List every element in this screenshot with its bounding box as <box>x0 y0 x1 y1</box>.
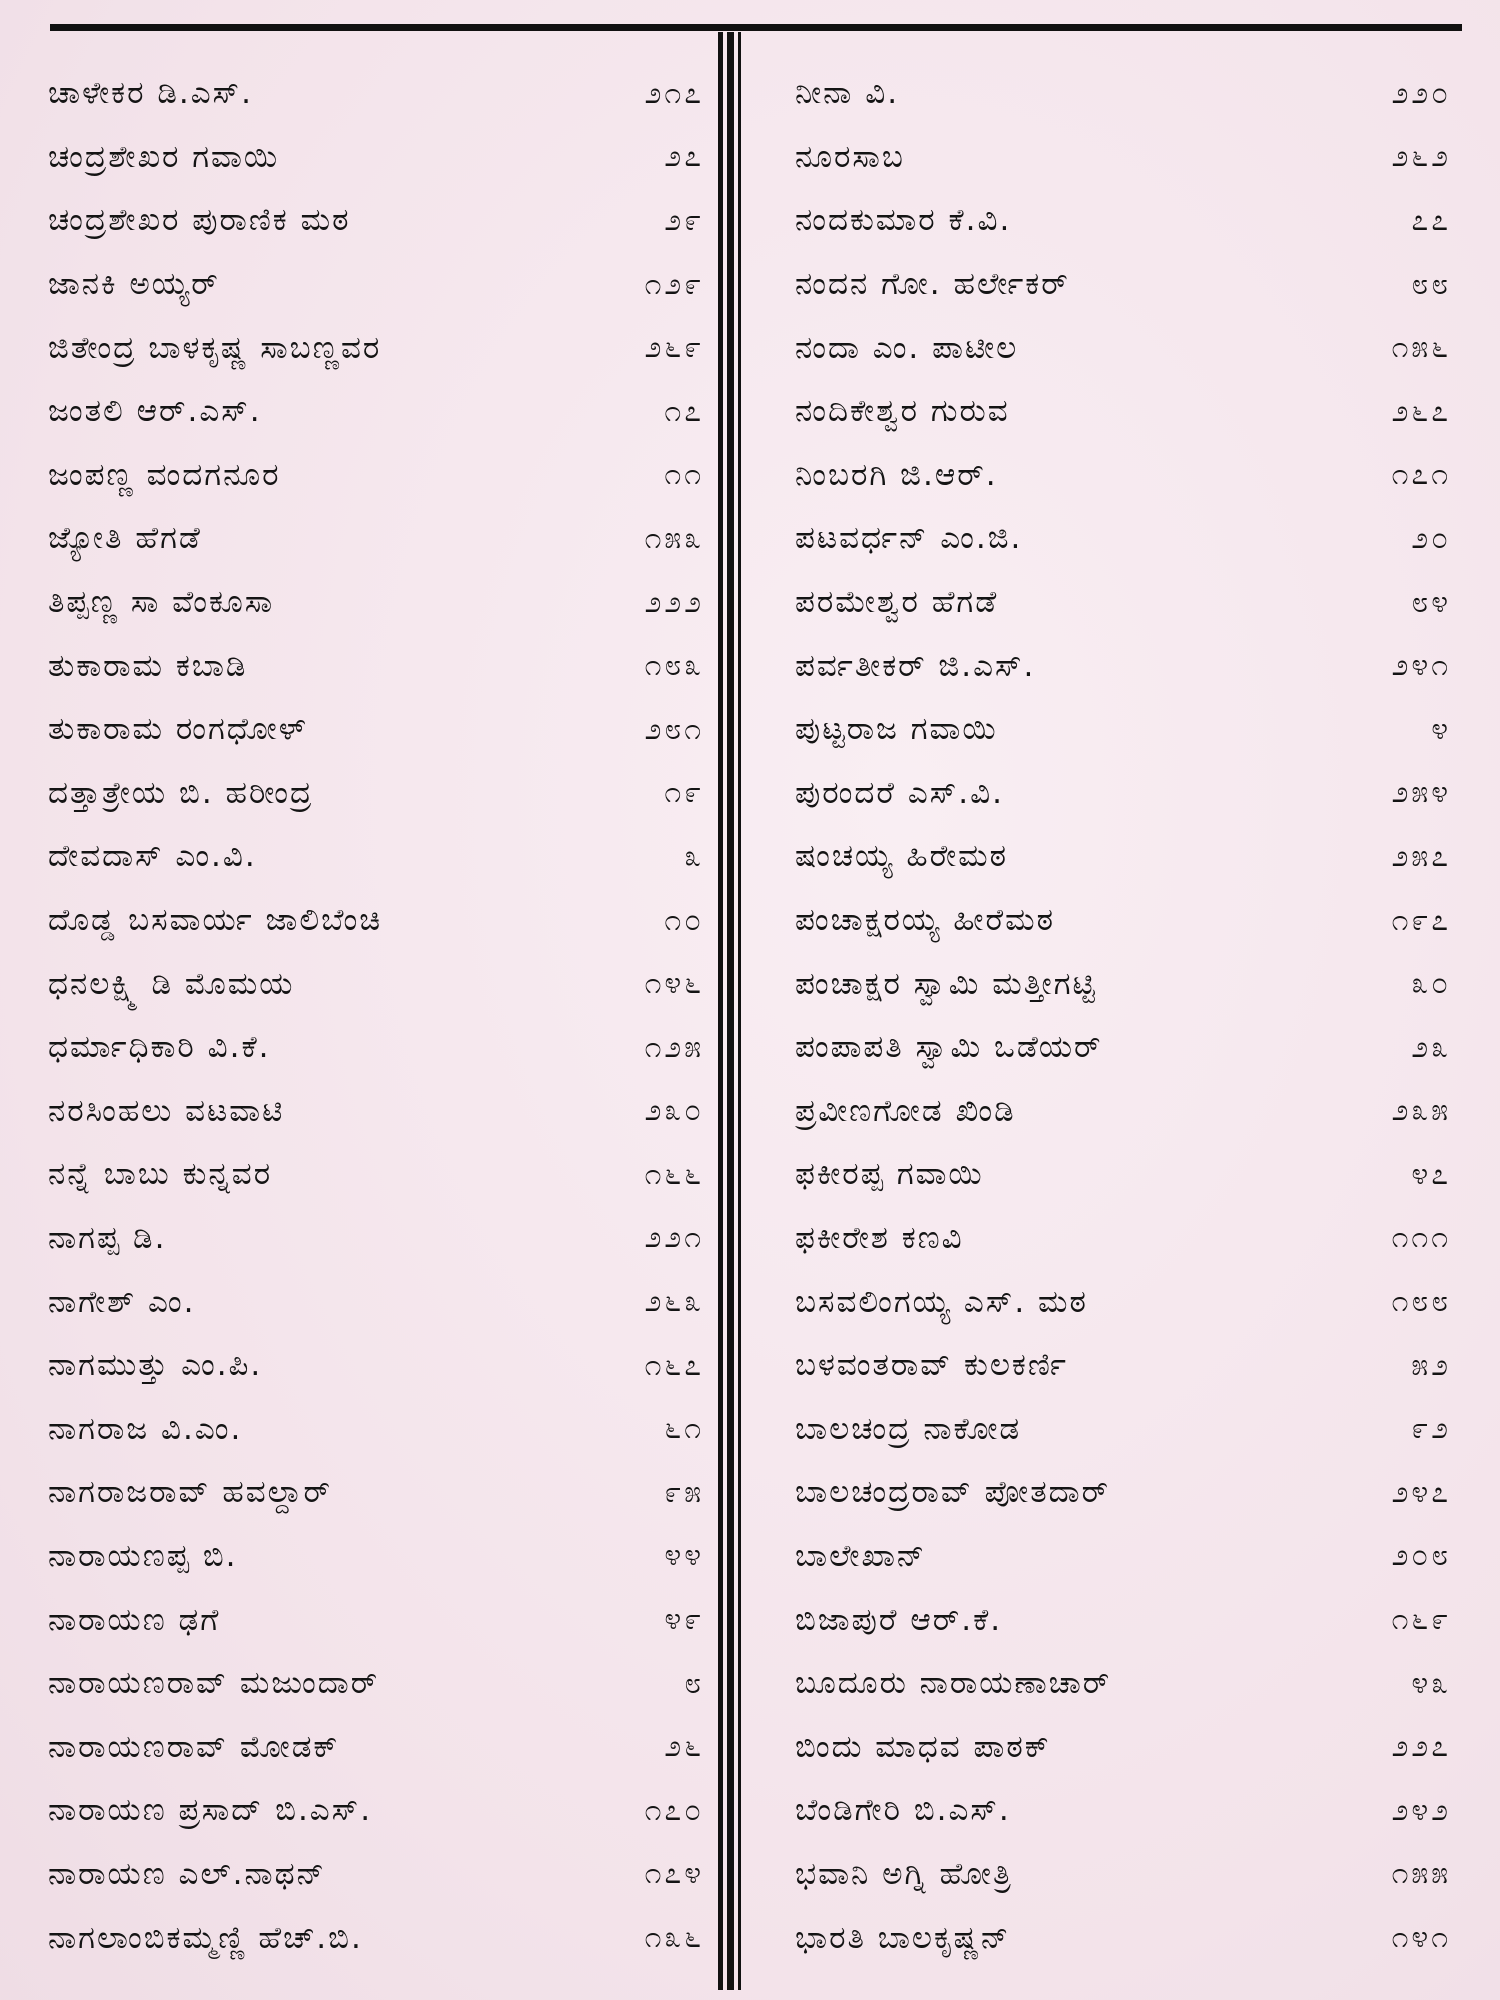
index-entry <box>795 1461 1455 1525</box>
entry-page-number: ೪ <box>1431 711 1451 747</box>
index-entry <box>48 444 708 508</box>
entry-name: ನಾಗಮುತ್ತು ಎಂ.ಪಿ. <box>48 1347 263 1384</box>
entry-name: ನಂದಕುಮಾರ ಕೆ.ವಿ. <box>795 202 1012 239</box>
entry-name: ತುಕಾರಾಮ ರಂಗಧೋಳ್ <box>48 711 308 748</box>
entry-name: ದೇವದಾಸ್ ಎಂ.ವಿ. <box>48 838 257 875</box>
entry-page-number: ೪೪ <box>664 1538 704 1574</box>
entry-name: ನಂದನ ಗೋ. ಹರ್ಲೇಕರ್ <box>795 266 1070 303</box>
entry-page-number: ೧೬೯ <box>1391 1602 1451 1638</box>
entry-page-number: ೨೬೨ <box>1391 139 1451 175</box>
entry-name: ಪಟವರ್ಧನ್ ಎಂ.ಜಿ. <box>795 520 1023 557</box>
index-entry <box>48 126 708 190</box>
entry-name: ಜ್ಯೋತಿ ಹೆಗಡೆ <box>48 520 202 557</box>
entry-name: ಬಾಲಚಂದ್ರ ನಾಕೋಡ <box>795 1410 1022 1447</box>
entry-name: ಪ್ರವೀಣಗೋಡ ಖಿಂಡಿ <box>795 1092 1016 1129</box>
index-entry <box>48 825 708 889</box>
entry-name: ಫಕೀರಪ್ಪ ಗವಾಯಿ <box>795 1156 984 1193</box>
entry-name: ಜಂಪಣ್ಣ ವಂದಗನೂರ <box>48 456 281 493</box>
entry-name: ನಾಗಪ್ಪ ಡಿ. <box>48 1219 167 1256</box>
entry-name: ಬಿಂದು ಮಾಧವ ಪಾಠಕ್ <box>795 1728 1051 1765</box>
index-entry <box>795 126 1455 190</box>
index-entry <box>795 762 1455 826</box>
entry-page-number: ೫೨ <box>1411 1347 1451 1383</box>
entry-page-number: ೧೫೬ <box>1391 330 1451 366</box>
entry-page-number: ೨೧೭ <box>644 75 704 111</box>
entry-name: ಜಾನಕಿ ಅಯ್ಯರ್ <box>48 266 220 303</box>
entry-page-number: ೧೭ <box>664 393 704 429</box>
entry-page-number: ೧೮೩ <box>644 648 704 684</box>
index-entry <box>795 1016 1455 1080</box>
entry-page-number: ೧೫೩ <box>644 520 704 556</box>
entry-name: ಪಂಪಾಪತಿ ಸ್ವಾಮಿ ಒಡೆಯರ್ <box>795 1029 1103 1066</box>
entry-page-number: ೧೨೯ <box>644 266 704 302</box>
entry-page-number: ೩ <box>684 838 704 874</box>
index-entry <box>48 62 708 126</box>
entry-page-number: ೭೭ <box>1411 202 1451 238</box>
entry-page-number: ೨೬೩ <box>644 1284 704 1320</box>
index-entry <box>795 1715 1455 1779</box>
entry-page-number: ೨೦೮ <box>1391 1538 1451 1574</box>
entry-page-number: ೨೫೭ <box>1391 838 1451 874</box>
index-entry <box>795 444 1455 508</box>
entry-page-number: ೨೯ <box>664 202 704 238</box>
index-column-left <box>48 62 708 1970</box>
entry-page-number: ೧೧ <box>664 457 704 493</box>
entry-name: ತಿಪ್ಪಣ್ಣ ಸಾ ವೆಂಕೂಸಾ <box>48 584 275 621</box>
entry-name: ಬಳವಂತರಾವ್ ಕುಲಕರ್ಣಿ <box>795 1347 1068 1384</box>
entry-name: ತುಕಾರಾಮ ಕಬಾಡಿ <box>48 647 248 684</box>
entry-name: ನಿಂಬರಗಿ ಜಿ.ಆರ್. <box>795 456 998 493</box>
index-entry <box>795 1588 1455 1652</box>
entry-page-number: ೨೫೪ <box>1391 775 1451 811</box>
entry-page-number: ೧೬೭ <box>644 1347 704 1383</box>
index-entry <box>795 1652 1455 1716</box>
entry-page-number: ೮ <box>684 1665 704 1701</box>
entry-page-number: ೨೬ <box>664 1729 704 1765</box>
index-entry <box>795 1334 1455 1398</box>
entry-page-number: ೧೧೧ <box>1391 1220 1451 1256</box>
index-entry <box>48 1715 708 1779</box>
index-entry <box>48 380 708 444</box>
entry-page-number: ೨೩೫ <box>1391 1093 1451 1129</box>
index-entry <box>795 1080 1455 1144</box>
index-entry <box>795 1906 1455 1970</box>
entry-page-number: ೨೭ <box>664 139 704 175</box>
index-entry <box>795 62 1455 126</box>
index-entry <box>48 1906 708 1970</box>
entry-name: ದತ್ತಾತ್ರೇಯ ಬಿ. ಹರೀಂದ್ರ <box>48 774 314 811</box>
entry-page-number: ೨೮೧ <box>644 711 704 747</box>
entry-page-number: ೧೨೫ <box>644 1029 704 1065</box>
index-entry <box>795 1779 1455 1843</box>
entry-name: ನನ್ನೆ ಬಾಬು ಕುನ್ನವರ <box>48 1156 273 1193</box>
index-entry <box>48 1779 708 1843</box>
entry-page-number: ೯೨ <box>1411 1411 1451 1447</box>
index-entry <box>48 1334 708 1398</box>
index-entry <box>795 316 1455 380</box>
index-entry <box>795 380 1455 444</box>
index-entry <box>48 1270 708 1334</box>
entry-name: ಫಕೀರೇಶ ಕಣವಿ <box>795 1219 964 1256</box>
entry-name: ನಾರಾಯಣರಾವ್ ಮಜುಂದಾರ್ <box>48 1665 380 1702</box>
entry-page-number: ೨೨೭ <box>1391 1729 1451 1765</box>
index-entry <box>48 762 708 826</box>
entry-name: ನಂದಿಕೇಶ್ವರ ಗುರುವ <box>795 393 1010 430</box>
entry-page-number: ೧೭೧ <box>1391 457 1451 493</box>
entry-name: ನಾರಾಯಣ ಪ್ರಸಾದ್ ಬಿ.ಎಸ್. <box>48 1792 373 1829</box>
index-entry <box>795 1525 1455 1589</box>
index-entry <box>48 1652 708 1716</box>
entry-page-number: ೪೯ <box>664 1602 704 1638</box>
entry-page-number: ೪೩ <box>1411 1665 1451 1701</box>
entry-name: ನಾಗಲಾಂಬಿಕಮ್ಮಣ್ಣಿ ಹೆಚ್.ಬಿ. <box>48 1919 363 1956</box>
index-entry <box>48 507 708 571</box>
index-entry <box>795 889 1455 953</box>
entry-name: ದೊಡ್ಡ ಬಸವಾರ್ಯ ಜಾಲಿಬೆಂಚಿ <box>48 902 383 939</box>
entry-page-number: ೪೭ <box>1411 1156 1451 1192</box>
entry-name: ಬಿಜಾಪುರೆ ಆರ್.ಕೆ. <box>795 1601 1003 1638</box>
index-entry <box>48 889 708 953</box>
index-entry <box>48 1080 708 1144</box>
entry-name: ಪುರಂದರೆ ಎಸ್.ವಿ. <box>795 774 1004 811</box>
entry-name: ಪಂಚಾಕ್ಷರ ಸ್ವಾಮಿ ಮತ್ತೀಗಟ್ಟಿ <box>795 965 1097 1002</box>
entry-page-number: ೮೮ <box>1411 266 1451 302</box>
column-divider <box>718 32 723 1990</box>
index-entry <box>795 1270 1455 1334</box>
column-divider <box>727 32 734 1990</box>
entry-name: ಚಂದ್ರಶೇಖರ ಪುರಾಣಿಕ ಮಠ <box>48 202 351 239</box>
entry-page-number: ೮೪ <box>1411 584 1451 620</box>
entry-name: ಚಾಳೇಕರ ಡಿ.ಎಸ್. <box>48 75 253 112</box>
entry-page-number: ೨೪೭ <box>1391 1474 1451 1510</box>
index-entry <box>795 825 1455 889</box>
index-entry <box>795 189 1455 253</box>
entry-name: ಪಂಚಾಕ್ಷರಯ್ಯ ಹೀರೆಮಠ <box>795 902 1055 939</box>
entry-name: ನಾಗೇಶ್ ಎಂ. <box>48 1283 196 1320</box>
index-entry <box>48 571 708 635</box>
index-entry <box>48 189 708 253</box>
index-entry <box>48 1143 708 1207</box>
entry-name: ಧನಲಕ್ಷ್ಮಿ ಡಿ ಮೊಮಯ <box>48 965 295 1002</box>
index-entry <box>795 1397 1455 1461</box>
index-column-right <box>795 62 1455 1970</box>
entry-page-number: ೬೧ <box>664 1411 704 1447</box>
entry-name: ಬೆಂಡಿಗೇರಿ ಬಿ.ಎಸ್. <box>795 1792 1011 1829</box>
entry-page-number: ೧೭೪ <box>644 1856 704 1892</box>
index-entry <box>48 698 708 762</box>
entry-page-number: ೨೪೧ <box>1391 648 1451 684</box>
index-entry <box>48 1016 708 1080</box>
index-entry <box>795 1143 1455 1207</box>
entry-page-number: ೧೪೬ <box>644 966 704 1002</box>
entry-page-number: ೧೫೫ <box>1391 1856 1451 1892</box>
entry-name: ಪುಟ್ಟರಾಜ ಗವಾಯಿ <box>795 711 998 748</box>
index-entry <box>48 952 708 1016</box>
index-entry <box>795 253 1455 317</box>
entry-name: ಚಂದ್ರಶೇಖರ ಗವಾಯಿ <box>48 138 280 175</box>
index-entry <box>795 1843 1455 1907</box>
index-entry <box>48 1525 708 1589</box>
index-entry <box>795 571 1455 635</box>
entry-page-number: ೨೩ <box>1411 1029 1451 1065</box>
entry-name: ಬಾಲಚಂದ್ರರಾವ್ ಪೋತದಾರ್ <box>795 1474 1111 1511</box>
index-entry <box>795 1207 1455 1271</box>
entry-name: ನಾರಾಯಣ ಢಗೆ <box>48 1601 221 1638</box>
entry-page-number: ೨೪೨ <box>1391 1792 1451 1828</box>
index-entry <box>48 1207 708 1271</box>
entry-page-number: ೧೭೦ <box>644 1792 704 1828</box>
entry-page-number: ೧೬೬ <box>644 1156 704 1192</box>
entry-name: ನೂರಸಾಬ <box>795 138 905 175</box>
entry-page-number: ೧೯ <box>664 775 704 811</box>
entry-name: ನಂದಾ ಎಂ. ಪಾಟೀಲ <box>795 329 1019 366</box>
entry-name: ಪರ್ವತೀಕರ್ ಜಿ.ಎಸ್. <box>795 647 1036 684</box>
entry-page-number: ೨೬೭ <box>1391 393 1451 429</box>
entry-page-number: ೨೨೦ <box>1391 75 1451 111</box>
index-entry <box>48 253 708 317</box>
entry-name: ನಾರಾಯಣ ಎಲ್.ನಾಥನ್ <box>48 1855 326 1892</box>
top-rule <box>50 24 1462 31</box>
index-entry <box>48 1588 708 1652</box>
index-entry <box>48 634 708 698</box>
index-entry <box>48 1397 708 1461</box>
entry-name: ಜಿತೇಂದ್ರ ಬಾಳಕೃಷ್ಣ ಸಾಬಣ್ಣವರ <box>48 329 382 366</box>
entry-name: ನಾರಾಯಣರಾವ್ ಮೋಡಕ್ <box>48 1728 340 1765</box>
entry-name: ಭಾರತಿ ಬಾಲಕೃಷ್ಣನ್ <box>795 1919 1011 1956</box>
index-entry <box>795 952 1455 1016</box>
entry-name: ನರಸಿಂಹಲು ವಟವಾಟಿ <box>48 1092 285 1129</box>
entry-page-number: ೧೪೧ <box>1391 1920 1451 1956</box>
entry-page-number: ೨೦ <box>1411 520 1451 556</box>
entry-name: ನಾರಾಯಣಪ್ಪ ಬಿ. <box>48 1537 238 1574</box>
index-entry <box>48 316 708 380</box>
entry-name: ಬಸವಲಿಂಗಯ್ಯ ಎಸ್. ಮಠ <box>795 1283 1088 1320</box>
entry-name: ಬೂದೂರು ನಾರಾಯಣಾಚಾರ್ <box>795 1665 1112 1702</box>
index-entry <box>795 507 1455 571</box>
entry-page-number: ೨೨೧ <box>644 1220 704 1256</box>
entry-page-number: ೧೩೬ <box>644 1920 704 1956</box>
entry-page-number: ೨೬೯ <box>644 330 704 366</box>
column-divider <box>738 32 741 1990</box>
entry-page-number: ೯೫ <box>664 1474 704 1510</box>
entry-name: ಜಂತಲಿ ಆರ್.ಎಸ್. <box>48 393 262 430</box>
entry-name: ನಾಗರಾಜ ವಿ.ಎಂ. <box>48 1410 243 1447</box>
entry-page-number: ೧೦ <box>664 902 704 938</box>
entry-page-number: ೨೨೨ <box>644 584 704 620</box>
index-entry <box>48 1461 708 1525</box>
entry-name: ಧರ್ಮಾಧಿಕಾರಿ ವಿ.ಕೆ. <box>48 1029 271 1066</box>
entry-name: ಷಂಚಯ್ಯ ಹಿರೇಮಠ <box>795 838 1009 875</box>
index-entry <box>48 1843 708 1907</box>
entry-page-number: ೧೯೭ <box>1391 902 1451 938</box>
entry-name: ಪರಮೇಶ್ವರ ಹೆಗಡೆ <box>795 584 999 621</box>
index-entry <box>795 634 1455 698</box>
entry-name: ನೀನಾ ವಿ. <box>795 75 900 112</box>
entry-name: ಬಾಲೇಖಾನ್ <box>795 1537 927 1574</box>
entry-name: ನಾಗರಾಜರಾವ್ ಹವಲ್ದಾರ್ <box>48 1474 332 1511</box>
entry-page-number: ೧೮೮ <box>1391 1284 1451 1320</box>
entry-page-number: ೩೦ <box>1411 966 1451 1002</box>
index-entry <box>795 698 1455 762</box>
entry-name: ಭವಾನಿ ಅಗ್ನಿ ಹೋತ್ರಿ <box>795 1855 1013 1892</box>
entry-page-number: ೨೩೦ <box>644 1093 704 1129</box>
